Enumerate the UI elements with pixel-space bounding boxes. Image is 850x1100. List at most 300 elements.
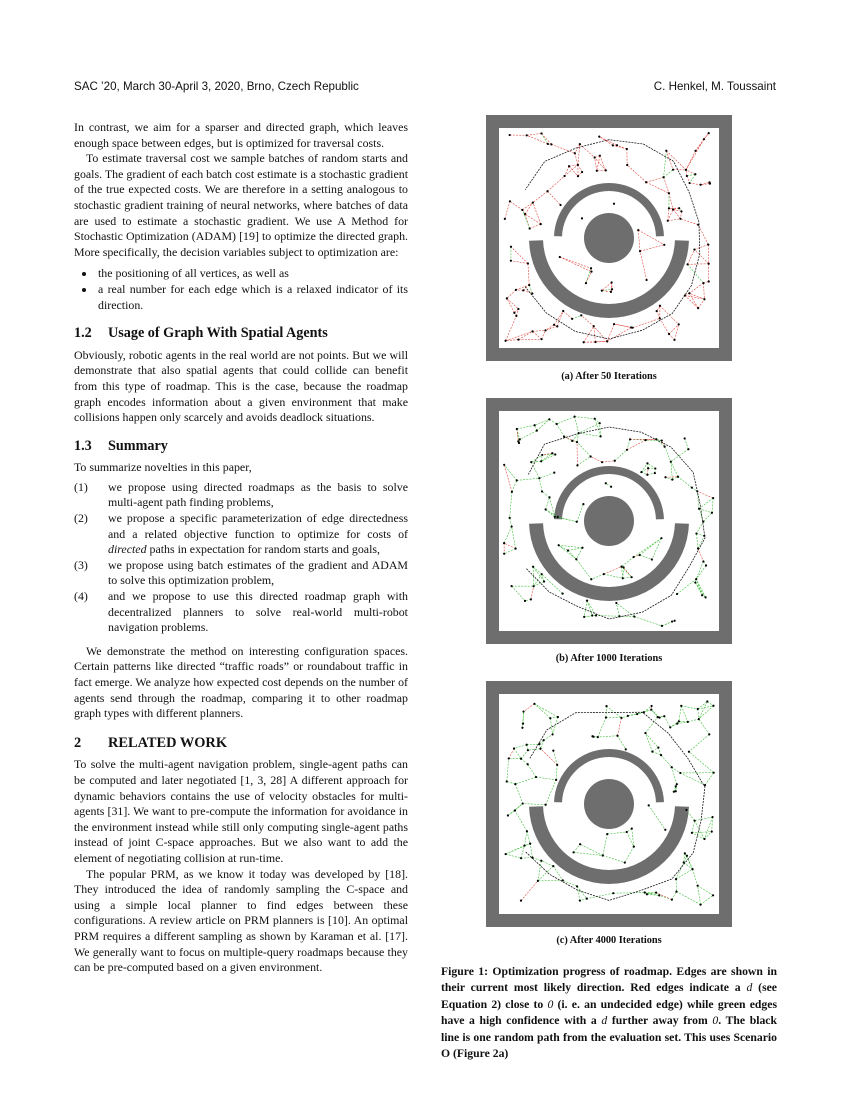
roadmap-vertex <box>663 176 665 178</box>
roadmap-vertex <box>613 323 615 325</box>
roadmap-vertex <box>698 718 700 720</box>
roadmap-vertex <box>712 497 714 499</box>
roadmap-vertex <box>687 721 689 723</box>
roadmap-vertex <box>679 218 681 220</box>
roadmap-vertex <box>545 508 547 510</box>
roadmap-vertex <box>558 544 560 546</box>
roadmap-vertex <box>626 449 628 451</box>
roadmap-vertex <box>541 454 543 456</box>
section-number: 2 <box>74 734 82 751</box>
roadmap-vertex <box>514 783 516 785</box>
roadmap-vertex <box>697 885 699 887</box>
roadmap-vertex <box>646 893 648 895</box>
roadmap-vertex <box>546 190 548 192</box>
roadmap-vertex <box>590 578 592 580</box>
roadmap-vertex <box>511 491 513 493</box>
roadmap-vertex <box>537 880 539 882</box>
roadmap-vertex <box>667 220 669 222</box>
roadmap-vertex <box>532 566 534 568</box>
roadmap-vertex <box>572 851 574 853</box>
roadmap-vertex <box>640 471 642 473</box>
roadmap-vertex <box>509 134 511 136</box>
roadmap-vertex <box>576 441 578 443</box>
subcaption-b: (b) After 1000 Iterations <box>555 653 663 664</box>
running-header <box>74 80 776 96</box>
roadmap-vertex <box>521 727 523 729</box>
roadmap-vertex <box>540 132 542 134</box>
roadmap-vertex <box>526 830 528 832</box>
roadmap-vertex <box>503 542 505 544</box>
roadmap-vertex <box>522 289 524 291</box>
roadmap-vertex <box>675 890 677 892</box>
caption-text: Figure 1: Optimization progress of roadmap. Edges are shown in their current most likely direction. Red edges indicate a <box>441 965 777 995</box>
roadmap-vertex <box>563 175 565 177</box>
roadmap-vertex <box>658 894 660 896</box>
roadmap-vertex <box>612 144 614 146</box>
roadmap-vertex <box>700 184 702 186</box>
roadmap-vertex <box>610 291 612 293</box>
roadmap-vertex <box>691 486 693 488</box>
roadmap-vertex <box>694 150 696 152</box>
roadmap-vertex <box>660 537 662 539</box>
roadmap-vertex <box>620 566 622 568</box>
section-title: Summary <box>108 437 168 454</box>
roadmap-vertex <box>579 143 581 145</box>
roadmap-vertex <box>633 556 635 558</box>
roadmap-vertex <box>511 525 513 527</box>
caption-math: d <box>601 1014 608 1028</box>
roadmap-vertex <box>626 148 628 150</box>
roadmap-vertex <box>605 482 607 484</box>
roadmap-vertex <box>676 723 678 725</box>
roadmap-vertex <box>504 218 506 220</box>
paragraph: The popular PRM, as we know it today was developed by [18]. They introduced the idea of randomly sampling the C-space and using a simple local planner to find edges between these configurations. A review article on PRM planners is [10]. An optimal PRM requires a different sampling as shown by Karaman et al. [17]. We generally want to focus on multiple-query roadmaps because they can be pre-computed based on a given environment. <box>74 866 408 975</box>
roadmap-vertex <box>698 508 700 510</box>
caption-text: (see Equation 2) close to <box>441 981 777 1011</box>
roadmap-vertex <box>664 829 666 831</box>
roadmap-vertex <box>618 615 620 617</box>
roadmap-vertex <box>613 203 615 205</box>
roadmap-vertex <box>697 224 699 226</box>
list-item <box>74 479 408 511</box>
roadmap-vertex <box>708 181 710 183</box>
roadmap-vertex <box>691 832 693 834</box>
roadmap-vertex <box>511 585 513 587</box>
roadmap-vertex <box>547 143 549 145</box>
roadmap-vertex <box>543 739 545 741</box>
roadmap-vertex <box>614 460 616 462</box>
section-number: 1.3 <box>74 437 92 454</box>
roadmap-vertex <box>513 747 515 749</box>
item-number: (4) <box>74 589 88 604</box>
roadmap-vertex <box>531 292 533 294</box>
item-number: (3) <box>74 557 88 572</box>
center-obstacle <box>584 496 634 546</box>
author-names: C. Henkel, M. Toussaint <box>653 80 776 93</box>
roadmap-vertex <box>616 735 618 737</box>
roadmap-vertex <box>658 716 660 718</box>
roadmap-vertex <box>533 585 535 587</box>
roadmap-vertex <box>703 535 705 537</box>
roadmap-vertex <box>540 860 542 862</box>
roadmap-vertex <box>516 428 518 430</box>
item-emphasis: directed <box>108 542 147 557</box>
conference-info: SAC ’20, March 30-April 3, 2020, Brno, Czech Republic <box>74 80 359 93</box>
roadmap-vertex <box>533 703 535 705</box>
roadmap-vertex <box>563 436 565 438</box>
roadmap-vertex <box>664 476 666 478</box>
roadmap-vertex <box>520 758 522 760</box>
roadmap-vertex <box>574 152 576 154</box>
caption-text: . The black line is one random path from the evaluation set. This uses Scenario O (Figure 2a) <box>441 1014 777 1061</box>
roadmap-vertex <box>626 831 628 833</box>
roadmap-vertex <box>677 476 679 478</box>
roadmap-vertex <box>663 244 665 246</box>
roadmap-vertex <box>530 461 532 463</box>
roadmap-vertex <box>573 416 575 418</box>
roadmap-vertex <box>712 894 714 896</box>
roadmap-vertex <box>515 315 517 317</box>
roadmap-vertex <box>676 783 678 785</box>
roadmap-vertex <box>557 716 559 718</box>
roadmap-vertex <box>610 486 612 488</box>
roadmap-vertex <box>661 439 663 441</box>
roadmap-vertex <box>694 581 696 583</box>
list-item <box>74 557 408 589</box>
roadmap-vertex <box>514 809 516 811</box>
roadmap-vertex <box>598 135 600 137</box>
roadmap-vertex <box>552 750 554 752</box>
roadmap-vertex <box>605 705 607 707</box>
roadmap-vertex <box>686 175 688 177</box>
roadmap-vertex <box>552 865 554 867</box>
roadmap-vertex <box>577 164 579 166</box>
roadmap-vertex <box>551 733 553 735</box>
roadmap-vertex <box>624 861 626 863</box>
roadmap-vertex <box>508 757 510 759</box>
roadmap-vertex <box>583 341 585 343</box>
roadmap-vertex <box>562 310 564 312</box>
roadmap-vertex <box>585 282 587 284</box>
roadmap-vertex <box>526 744 528 746</box>
roadmap-vertex <box>668 207 670 209</box>
roadmap-vertex <box>647 467 649 469</box>
roadmap-vertex <box>516 479 518 481</box>
roadmap-vertex <box>674 620 676 622</box>
roadmap-vertex <box>505 853 507 855</box>
roadmap-vertex <box>711 512 713 514</box>
roadmap-vertex <box>602 854 604 856</box>
item-text: and we propose to use this directed roadmap graph with decentralized planners to solve real-world multi-robot navigation problems. <box>108 589 408 635</box>
roadmap-vertex <box>663 715 665 717</box>
section-title: Usage of Graph With Spatial Agents <box>108 325 328 342</box>
roadmap-vertex <box>644 891 646 893</box>
roadmap-vertex <box>596 170 598 172</box>
roadmap-vertex <box>655 438 657 440</box>
roadmap-vertex <box>544 329 546 331</box>
roadmap-vertex <box>684 437 686 439</box>
roadmap-vertex <box>586 600 588 602</box>
roadmap-vertex <box>693 248 695 250</box>
roadmap-vertex <box>671 620 673 622</box>
roadmap-vertex <box>687 448 689 450</box>
list-item: • the positioning of all vertices, as well as <box>96 266 408 282</box>
roadmap-vertex <box>697 307 699 309</box>
roadmap-vertex <box>522 723 524 725</box>
roadmap-vertex <box>524 600 526 602</box>
roadmap-vertex <box>685 169 687 171</box>
roadmap-vertex <box>541 490 543 492</box>
roadmap-vertex <box>688 182 690 184</box>
roadmap-vertex <box>510 260 512 262</box>
roadmap-vertex <box>695 578 697 580</box>
roadmap-vertex <box>581 547 583 549</box>
roadmap-vertex <box>678 323 680 325</box>
roadmap-vertex <box>571 440 573 442</box>
roadmap-vertex <box>704 784 706 786</box>
roadmap-vertex <box>591 735 593 737</box>
roadmap-vertex <box>527 749 529 751</box>
roadmap-vertex <box>678 720 680 722</box>
roadmap-vertex <box>683 861 685 863</box>
roadmap-vertex <box>538 743 540 745</box>
roadmap-plot <box>486 115 732 361</box>
roadmap-vertex <box>541 573 543 575</box>
roadmap-vertex <box>679 772 681 774</box>
roadmap-vertex <box>636 713 638 715</box>
roadmap-vertex <box>633 845 635 847</box>
subcaption-c: (c) After 4000 Iterations <box>556 935 662 946</box>
roadmap-vertex <box>661 625 663 627</box>
roadmap-vertex <box>553 472 555 474</box>
roadmap-vertex <box>701 594 703 596</box>
roadmap-vertex <box>575 558 577 560</box>
roadmap-vertex <box>515 289 517 291</box>
roadmap-vertex <box>711 831 713 833</box>
roadmap-vertex <box>705 564 707 566</box>
roadmap-vertex <box>556 423 558 425</box>
roadmap-vertex <box>599 155 601 157</box>
item-text: we propose using batch estimates of the gradient and ADAM to solve this optimization problem, <box>108 557 408 588</box>
numbered-list <box>74 480 408 636</box>
bullet-list <box>74 266 408 313</box>
roadmap-vertex <box>668 192 670 194</box>
roadmap-vertex <box>521 209 523 211</box>
subcaption-a: (a) After 50 Iterations <box>561 371 657 382</box>
roadmap-vertex <box>703 138 705 140</box>
roadmap-vertex <box>702 282 704 284</box>
roadmap-vertex <box>680 705 682 707</box>
roadmap-vertex <box>703 838 705 840</box>
roadmap-vertex <box>576 521 578 523</box>
roadmap-vertex <box>648 804 650 806</box>
roadmap-vertex <box>713 772 715 774</box>
roadmap-vertex <box>595 614 597 616</box>
roadmap-vertex <box>579 899 581 901</box>
paragraph: To estimate traversal cost we sample batches of random starts and goals. The gradient of each batch cost estimate is a stochastic gradient of the true expected costs. We are therefore in a setting analogous to stochastic gradient training of neural networks, where batches of data are used to estimate a stochastic gradient. We use A Method for Stochastic Optimization (ADAM) [19] to optimize the directed graph. More specifically, the decision variables subject to optimization are: <box>74 151 408 259</box>
roadmap-vertex <box>629 438 631 440</box>
roadmap-vertex <box>539 748 541 750</box>
left-column <box>74 120 408 976</box>
roadmap-vertex <box>514 547 516 549</box>
roadmap-vertex <box>593 325 595 327</box>
roadmap-vertex <box>615 602 617 604</box>
roadmap-vertex <box>708 733 710 735</box>
roadmap-vertex <box>568 165 570 167</box>
roadmap-vertex <box>672 208 674 210</box>
roadmap-vertex <box>576 885 578 887</box>
roadmap-vertex <box>688 751 690 753</box>
roadmap-vertex <box>669 726 671 728</box>
roadmap-vertex <box>603 573 605 575</box>
roadmap-vertex <box>665 150 667 152</box>
roadmap-vertex <box>708 263 710 265</box>
roadmap-vertex <box>507 814 509 816</box>
roadmap-vertex <box>554 453 556 455</box>
section-heading <box>74 326 408 342</box>
roadmap-vertex <box>562 879 564 881</box>
roadmap-vertex <box>664 446 666 448</box>
roadmap-vertex <box>707 243 709 245</box>
roadmap-vertex <box>590 267 592 269</box>
roadmap-vertex <box>625 748 627 750</box>
roadmap-vertex <box>646 474 648 476</box>
roadmap-vertex <box>503 553 505 555</box>
roadmap-vertex <box>581 217 583 219</box>
roadmap-vertex <box>673 791 675 793</box>
roadmap-vertex <box>576 464 578 466</box>
roadmap-vertex <box>630 326 632 328</box>
roadmap-vertex <box>646 462 648 464</box>
roadmap-panel-b <box>486 398 732 644</box>
roadmap-vertex <box>590 271 592 273</box>
roadmap-vertex <box>645 181 647 183</box>
roadmap-vertex <box>694 173 696 175</box>
roadmap-vertex <box>668 333 670 335</box>
roadmap-vertex <box>536 430 538 432</box>
roadmap-vertex <box>688 292 690 294</box>
roadmap-vertex <box>503 464 505 466</box>
roadmap-vertex <box>657 716 659 718</box>
roadmap-vertex <box>529 227 531 229</box>
roadmap-vertex <box>686 855 688 857</box>
roadmap-panel-a <box>486 115 732 361</box>
roadmap-vertex <box>559 256 561 258</box>
roadmap-vertex <box>644 732 646 734</box>
roadmap-vertex <box>660 754 662 756</box>
roadmap-vertex <box>675 785 677 787</box>
roadmap-vertex <box>548 496 550 498</box>
roadmap-vertex <box>699 904 701 906</box>
roadmap-vertex <box>556 764 558 766</box>
roadmap-vertex <box>553 324 555 326</box>
roadmap-vertex <box>708 132 710 134</box>
roadmap-vertex <box>532 201 534 203</box>
roadmap-vertex <box>631 576 633 578</box>
roadmap-vertex <box>509 200 511 202</box>
roadmap-vertex <box>510 246 512 248</box>
roadmap-vertex <box>527 763 529 765</box>
roadmap-vertex <box>543 580 545 582</box>
roadmap-vertex <box>540 223 542 225</box>
roadmap-vertex <box>697 547 699 549</box>
roadmap-vertex <box>594 341 596 343</box>
roadmap-vertex <box>657 747 659 749</box>
roadmap-vertex <box>703 298 705 300</box>
section-title: RELATED WORK <box>108 734 228 751</box>
roadmap-vertex <box>538 477 540 479</box>
roadmap-plot <box>486 398 732 644</box>
roadmap-vertex <box>590 455 592 457</box>
roadmap-vertex <box>697 708 699 710</box>
roadmap-vertex <box>599 422 601 424</box>
center-obstacle <box>584 779 634 829</box>
roadmap-vertex <box>567 549 569 551</box>
item-number: (2) <box>74 511 88 526</box>
roadmap-vertex <box>671 899 673 901</box>
paragraph: Obviously, robotic agents in the real world are not points. But we will demonstrate that also spatial agents that could collide can benefit from this type of roadmap. This is the case, because the roadmap graph encodes information about a given environment that make collisions happen only scarcely and avoids deadlock situations. <box>74 347 408 425</box>
roadmap-vertex <box>601 290 603 292</box>
roadmap-vertex <box>597 736 599 738</box>
roadmap-vertex <box>578 432 580 434</box>
roadmap-vertex <box>671 766 673 768</box>
roadmap-vertex <box>513 312 515 314</box>
roadmap-vertex <box>544 804 546 806</box>
roadmap-vertex <box>656 310 658 312</box>
roadmap-vertex <box>520 857 522 859</box>
roadmap-vertex <box>711 816 713 818</box>
roadmap-vertex <box>684 294 686 296</box>
caption-math: d <box>746 981 753 995</box>
roadmap-vertex <box>633 616 635 618</box>
caption-math: 0 <box>547 997 554 1011</box>
roadmap-vertex <box>659 305 661 307</box>
roadmap-vertex <box>645 439 647 441</box>
roadmap-vertex <box>680 210 682 212</box>
roadmap-vertex <box>531 330 533 332</box>
caption-text: (i. e. an undecided edge) while green edges have a high confidence with a <box>441 997 777 1028</box>
roadmap-vertex <box>706 700 708 702</box>
roadmap-vertex <box>708 280 710 282</box>
roadmap-vertex <box>696 490 698 492</box>
section-heading <box>74 439 408 455</box>
roadmap-vertex <box>535 776 537 778</box>
roadmap-vertex <box>675 790 677 792</box>
roadmap-vertex <box>616 144 618 146</box>
section-number: 1.2 <box>74 325 92 342</box>
roadmap-vertex <box>517 440 519 442</box>
roadmap-vertex <box>555 779 557 781</box>
roadmap-vertex <box>605 169 607 171</box>
roadmap-vertex <box>631 827 633 829</box>
paragraph: In contrast, we aim for a sparser and directed graph, which leaves enough space between edges, but is optimized for traversal costs. <box>74 120 408 150</box>
paragraph: We demonstrate the method on interesting configuration spaces. Certain patterns like directed “traffic roads” or roundabout traffic in fact emerge. We analyze how expected cost depends on the number of agents send through the roadmap, comparing it to other roadmap graph types with different planners. <box>74 643 408 721</box>
item-text: paths in expectation for random starts and goals, <box>146 542 380 557</box>
roadmap-vertex <box>672 169 674 171</box>
roadmap-vertex <box>522 710 524 712</box>
roadmap-vertex <box>643 711 645 713</box>
roadmap-vertex <box>540 460 542 462</box>
item-number: (1) <box>74 479 88 494</box>
roadmap-vertex <box>524 213 526 215</box>
roadmap-vertex <box>519 438 521 440</box>
roadmap-vertex <box>557 516 559 518</box>
roadmap-vertex <box>712 705 714 707</box>
list-item: • a real number for each edge which is a relaxed indicator of its direction. <box>96 282 408 313</box>
roadmap-vertex <box>639 554 641 556</box>
roadmap-vertex <box>671 478 673 480</box>
roadmap-vertex <box>583 616 585 618</box>
